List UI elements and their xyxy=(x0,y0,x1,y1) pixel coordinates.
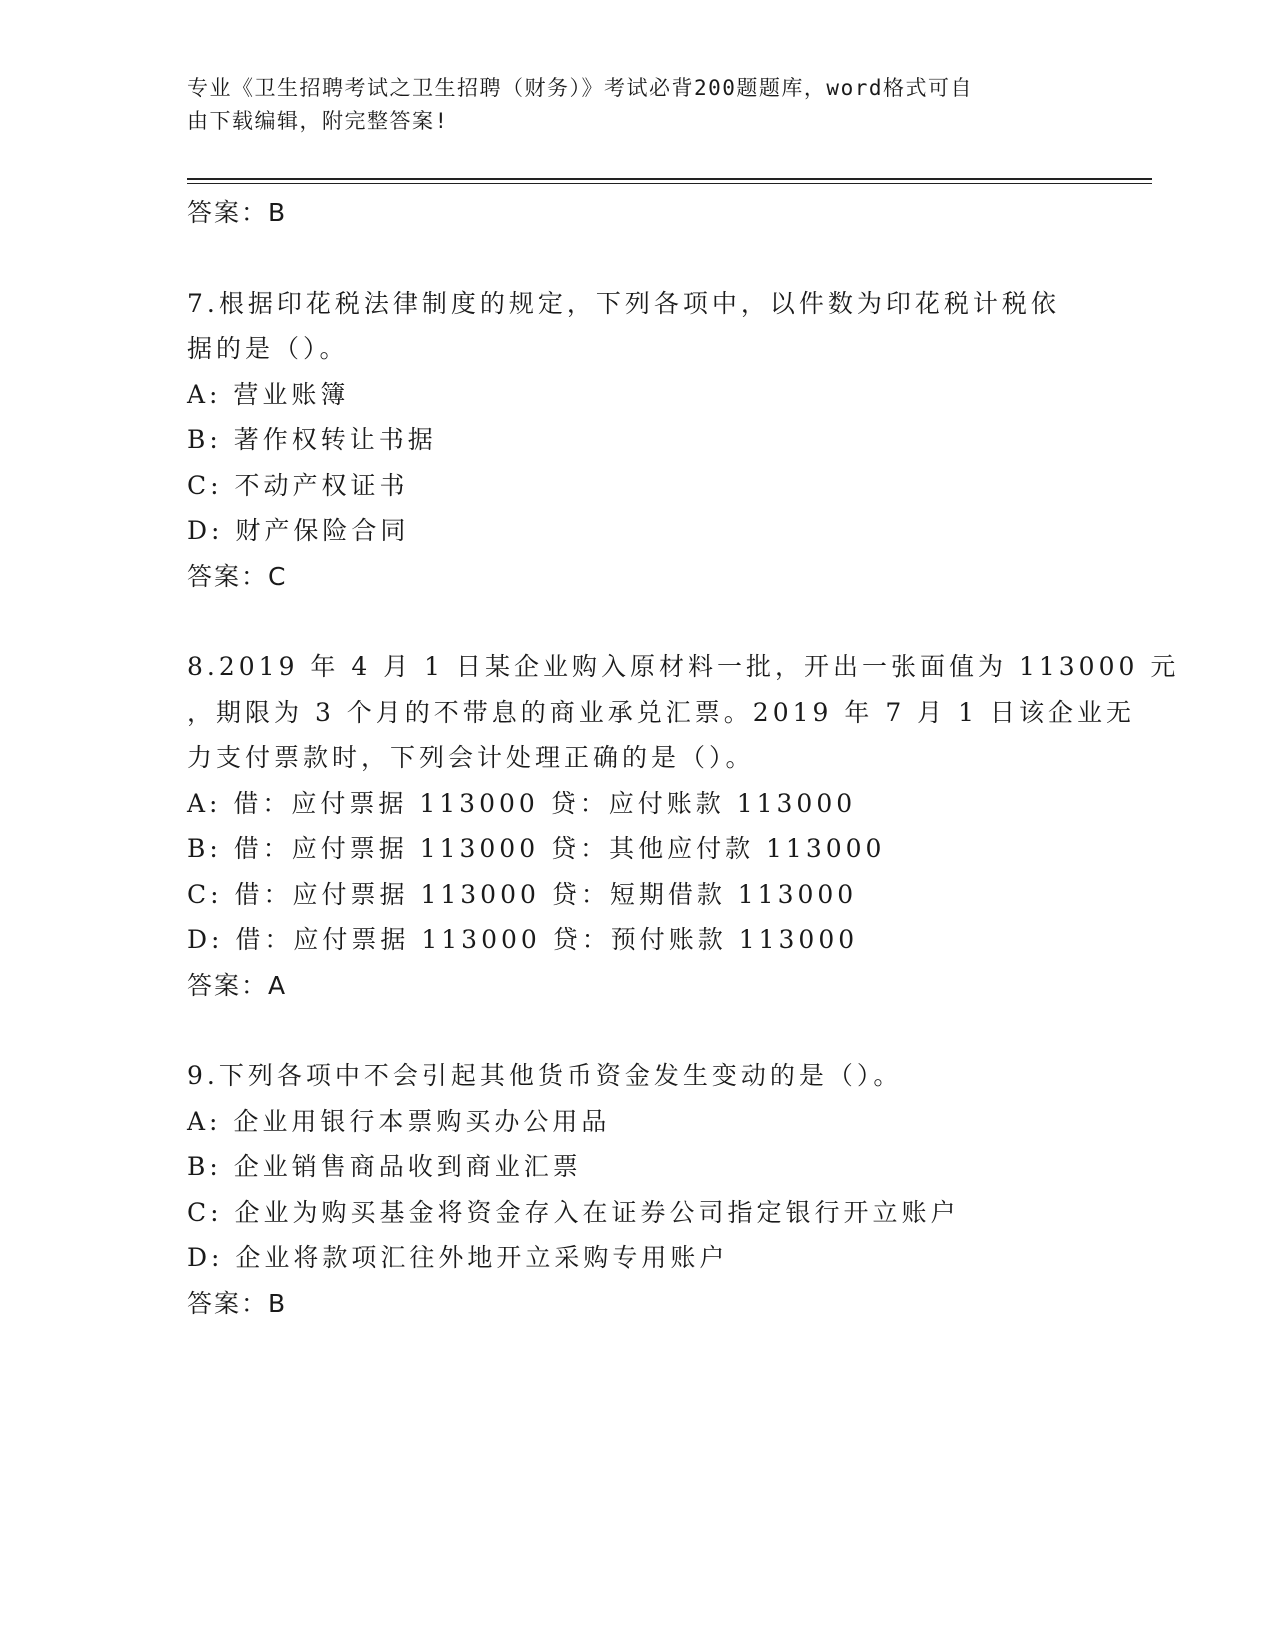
question-8-stem-line-3: 力支付票款时，下列会计处理正确的是（）。 xyxy=(187,743,755,772)
question-8-option-a: A: 借：应付票据 113000 贷：应付账款 113000 xyxy=(187,788,857,818)
question-9-option-d: D: 企业将款项汇往外地开立采购专用账户 xyxy=(187,1243,729,1272)
question-9-option-c: C: 企业为购买基金将资金存入在证券公司指定银行开立账户 xyxy=(187,1197,960,1227)
question-9-stem-line-1: 9.下列各项中不会引起其他货币资金发生变动的是（）。 xyxy=(187,1061,903,1090)
question-8-option-d: D: 借：应付票据 113000 贷：预付账款 113000 xyxy=(187,925,859,954)
question-7-option-b: B: 著作权转让书据 xyxy=(187,425,437,454)
spacer xyxy=(187,599,1087,644)
question-9-option-a: A: 企业用银行本票购买办公用品 xyxy=(187,1106,611,1136)
document-header xyxy=(187,72,1067,138)
document-body xyxy=(187,190,1180,1326)
header-rule-thick xyxy=(187,178,1152,180)
question-7-answer: 答案：C xyxy=(187,561,288,591)
question-9 xyxy=(187,1053,1087,1326)
question-9-option-b: B: 企业销售商品收到商业汇票 xyxy=(187,1152,582,1181)
header-line-1: 专业《卫生招聘考试之卫生招聘（财务）》考试必背200题题库，word格式可自 xyxy=(187,76,973,100)
question-8-option-b: B: 借：应付票据 113000 贷：其他应付款 113000 xyxy=(187,834,886,863)
question-8-option-c: C: 借：应付票据 113000 贷：短期借款 113000 xyxy=(187,879,858,909)
question-9-answer: 答案：B xyxy=(187,1288,288,1318)
question-8-stem-line-2: ，期限为 3 个月的不带息的商业承兑汇票。2019 年 7 月 1 日该企业无 xyxy=(187,697,1135,727)
question-7 xyxy=(187,281,1087,600)
question-7-option-d: D: 财产保险合同 xyxy=(187,516,410,545)
question-7-option-c: C: 不动产权证书 xyxy=(187,470,409,500)
question-7-stem-line-2: 据的是（）。 xyxy=(187,334,349,363)
question-8 xyxy=(187,644,1180,1008)
question-7-option-a: A: 营业账簿 xyxy=(187,379,350,409)
question-6-answer: 答案：B xyxy=(187,198,288,227)
spacer xyxy=(187,1008,1087,1053)
question-7-stem-line-1: 7.根据印花税法律制度的规定，下列各项中，以件数为印花税计税依 xyxy=(187,288,1060,318)
header-rule-thin xyxy=(187,183,1152,184)
header-line-2: 由下载编辑，附完整答案! xyxy=(187,109,449,133)
question-8-answer: 答案：A xyxy=(187,970,288,1000)
spacer xyxy=(187,236,1087,281)
question-8-stem-line-1: 8.2019 年 4 月 1 日某企业购入原材料一批，开出一张面值为 113000 元 xyxy=(187,652,1180,681)
